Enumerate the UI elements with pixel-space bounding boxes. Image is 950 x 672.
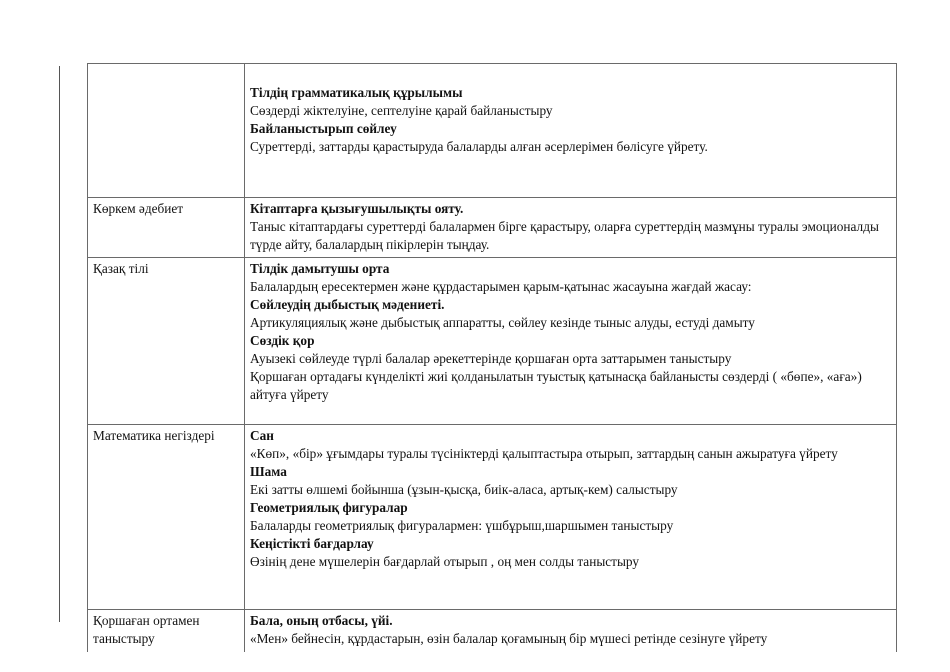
section-text: Ауызекі сөйлеуде түрлі балалар әрекеттерінде қоршаған орта заттарымен таныстыру	[250, 351, 732, 366]
subject-cell: Математика негіздері	[88, 425, 245, 610]
section-heading: Байланыстырып сөйлеу	[250, 121, 397, 136]
section-text: Балалардың ересектермен және құрдастарымен қарым-қатынас жасауына жағдай жасау:	[250, 279, 752, 294]
section-text: Қоршаған ортадағы күнделікті жиі қолданылатын туыстық қатынасқа байланысты сөздерді ( «бөпе», «аға») айтуға үйрету	[250, 369, 862, 402]
page-margin-line	[59, 66, 60, 622]
section-heading: Тілдің грамматикалық құрылымы	[250, 85, 463, 100]
section-text: Өзінің дене мүшелерін бағдарлай отырып , оң мен солды таныстыру	[250, 554, 640, 569]
content-cell	[245, 610, 897, 653]
section-heading: Сөйлеудің дыбыстық мәдениеті.	[250, 297, 445, 312]
section-heading: Сан	[250, 428, 274, 443]
content-cell	[245, 64, 897, 198]
section-heading: Бала, оның отбасы, үйі.	[250, 613, 393, 628]
section-text: «Мен» бейнесін, құрдастарын, өзін балалар қоғамының бір мүшесі ретінде сезінуге үйрету	[250, 631, 768, 646]
subject-cell: Қоршаған ортамен таныстыру	[88, 610, 245, 653]
table-row	[88, 198, 897, 258]
section-text: Артикуляциялық және дыбыстық аппаратты, сөйлеу кезінде тыныс алуды, естуді дамыту	[250, 315, 755, 330]
subject-cell: Көркем әдебиет	[88, 198, 245, 258]
content-cell	[245, 258, 897, 425]
section-text: Таныс кітаптардағы суреттерді балалармен бірге қарастыру, оларға суреттердің мазмұны туралы эмоционалды түрде айту, балалардың пікірлерін тыңдау.	[250, 219, 879, 252]
section-text: Балаларды геометриялық фигуралармен: үшбұрыш,шаршымен таныстыру	[250, 518, 674, 533]
content-cell	[245, 425, 897, 610]
section-heading: Кітаптарға қызығушылықты ояту.	[250, 201, 464, 216]
curriculum-table	[87, 63, 897, 652]
table-row	[88, 258, 897, 425]
section-heading: Сөздік қор	[250, 333, 315, 348]
section-heading: Тілдік дамытушы орта	[250, 261, 390, 276]
section-text: «Көп», «бір» ұғымдары туралы түсініктерді қалыптастыра отырып, заттардың санын ажыратуға үйрету	[250, 446, 838, 461]
section-heading: Кеңістікті бағдарлау	[250, 536, 374, 551]
section-heading: Шама	[250, 464, 287, 479]
table-row	[88, 610, 897, 653]
section-text: Сөздерді жіктелуіне, септелуіне қарай байланыстыру	[250, 103, 553, 118]
content-cell	[245, 198, 897, 258]
table-row	[88, 64, 897, 198]
section-heading: Геометриялық фигуралар	[250, 500, 408, 515]
section-text: Екі затты өлшемі бойынша (ұзын-қысқа, биік-аласа, артық-кем) салыстыру	[250, 482, 678, 497]
section-text: Суреттерді, заттарды қарастыруда балаларды алған әсерлерімен бөлісуге үйрету.	[250, 139, 708, 154]
table-row	[88, 425, 897, 610]
subject-cell: Қазақ тілі	[88, 258, 245, 425]
subject-cell	[88, 64, 245, 198]
